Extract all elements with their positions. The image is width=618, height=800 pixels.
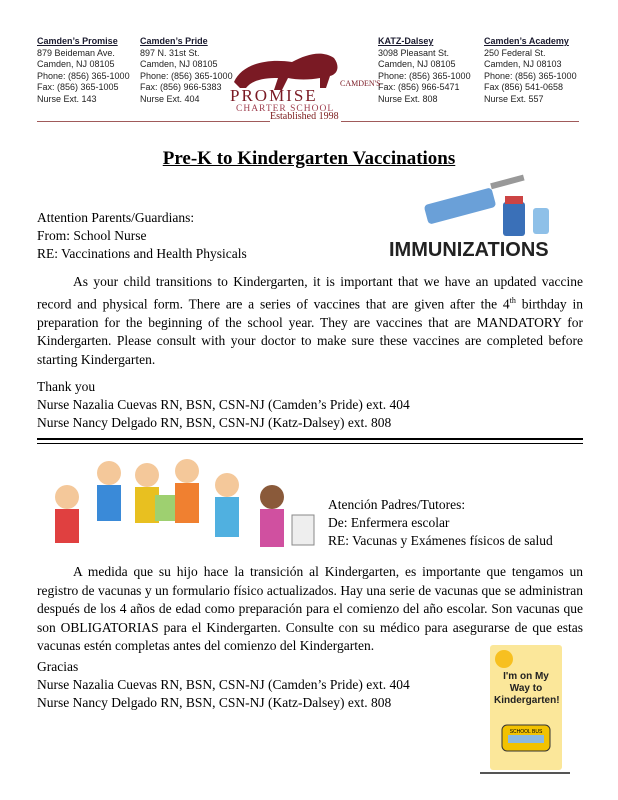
header-rule [341, 121, 579, 122]
fax: Fax (856) 541-0658 [484, 82, 564, 93]
fax: Fax: (856) 365-1005 [37, 82, 119, 93]
school-info-camdens-academy [484, 36, 577, 106]
from-line: From: School Nurse [37, 228, 147, 243]
signature-1: Nurse Nazalia Cuevas RN, BSN, CSN-NJ (Camden’s Pride) ext. 404 [37, 397, 410, 412]
city: Camden, NJ 08103 [484, 59, 562, 70]
english-body [37, 273, 583, 369]
bottom-rule [480, 772, 570, 774]
school-name: Camden’s Promise [37, 36, 118, 46]
book-title: I'm on My Way to Kindergarten! [494, 671, 560, 706]
thanks: Thank you [37, 379, 96, 394]
body-text: birthday in preparation for the beginning of the school year. They are vaccines that are MANDATORY for Kindergarten. Please consult with your doctor to make sure these vaccines are completed before starting Kindergarten. [37, 296, 583, 367]
kindergarten-book-image [490, 645, 562, 770]
city: Camden, NJ 08105 [378, 59, 456, 70]
header-rule [37, 121, 270, 122]
school-name: KATZ-Dalsey [378, 36, 434, 46]
signature-2: Nurse Nancy Delgado RN, BSN, CSN-NJ (Katz-Dalsey) ext. 808 [37, 415, 392, 430]
city: Camden, NJ 08105 [37, 59, 115, 70]
attention-line: Atención Padres/Tutores: [328, 497, 466, 512]
school-info-camdens-pride [140, 36, 233, 106]
established-text: Established 1998 [270, 111, 339, 122]
english-signoff [37, 378, 410, 432]
nurse-ext: Nurse Ext. 143 [37, 93, 97, 104]
attention-line: Attention Parents/Guardians: [37, 210, 195, 225]
signature-2: Nurse Nancy Delgado RN, BSN, CSN-NJ (Katz-Dalsey) ext. 808 [37, 695, 392, 710]
logo-top: CAMDEN'S [340, 79, 381, 88]
fax: Fax: (856) 966-5383 [140, 82, 222, 93]
phone: Phone: (856) 365-1000 [37, 70, 130, 81]
section-divider [37, 438, 583, 444]
school-bus-icon [502, 725, 550, 751]
thanks: Gracias [37, 659, 79, 674]
nurse-ext: Nurse Ext. 557 [484, 93, 544, 104]
re-line: RE: Vaccinations and Health Physicals [37, 246, 247, 261]
spanish-signoff [37, 658, 410, 712]
school-name: Camden’s Pride [140, 36, 208, 46]
school-logo [222, 44, 381, 114]
from-line: De: Enfermera escolar [328, 515, 450, 530]
phone: Phone: (856) 365-1000 [140, 70, 233, 81]
body-text: As your child transitions to Kindergarten, it is important that we have an updated vaccine record and physical form. There are a series of vaccines that are given after the 4 [37, 274, 583, 311]
kids-clipart [37, 455, 322, 555]
spanish-body: A medida que su hijo hace la transición al Kindergarten, es importante que tengamos un registro de vacunas y un formulario físico actualizados. Hay una serie de vacunas que se administran después de los 4 años de edad como preparación para el comienzo del año escolar. Son vacunas que son OBLIGATORIAS para el Kindergarten. Consulte con su médico para asegurarse de que estas vacunas estén completas antes del comienzo del Kindergarten. [37, 564, 583, 653]
address: 250 Federal St. [484, 47, 546, 58]
signature-1: Nurse Nazalia Cuevas RN, BSN, CSN-NJ (Camden’s Pride) ext. 404 [37, 677, 410, 692]
immunizations-label: IMMUNIZATIONS [389, 239, 549, 261]
address: 897 N. 31st St. [140, 47, 200, 58]
vial-icon [503, 196, 549, 236]
school-info-katz-dalsey [378, 36, 471, 106]
fax: Fax: (856) 966-5471 [378, 82, 460, 93]
spanish-memo-header [328, 496, 553, 550]
bus-label: SCHOOL BUS [509, 729, 543, 735]
lion-icon [234, 54, 337, 90]
logo-sub: CHARTER SCHOOL [236, 104, 335, 114]
nurse-ext: Nurse Ext. 808 [378, 93, 438, 104]
city: Camden, NJ 08105 [140, 59, 218, 70]
children-icon [55, 459, 314, 547]
logo-main: PROMISE [230, 86, 318, 105]
immunizations-image [385, 182, 570, 276]
sun-icon [495, 650, 513, 668]
nurse-ext: Nurse Ext. 404 [140, 93, 200, 104]
phone: Phone: (856) 365-1000 [378, 70, 471, 81]
school-name: Camden’s Academy [484, 36, 569, 46]
address: 3098 Pleasant St. [378, 47, 450, 58]
address: 879 Beideman Ave. [37, 47, 115, 58]
school-info-camdens-promise [37, 36, 130, 106]
superscript: th [509, 295, 516, 305]
page-title: Pre-K to Kindergarten Vaccinations [162, 148, 456, 169]
phone: Phone: (856) 365-1000 [484, 70, 577, 81]
english-memo-header [37, 209, 247, 263]
re-line: RE: Vacunas y Exámenes físicos de salud [328, 533, 553, 548]
